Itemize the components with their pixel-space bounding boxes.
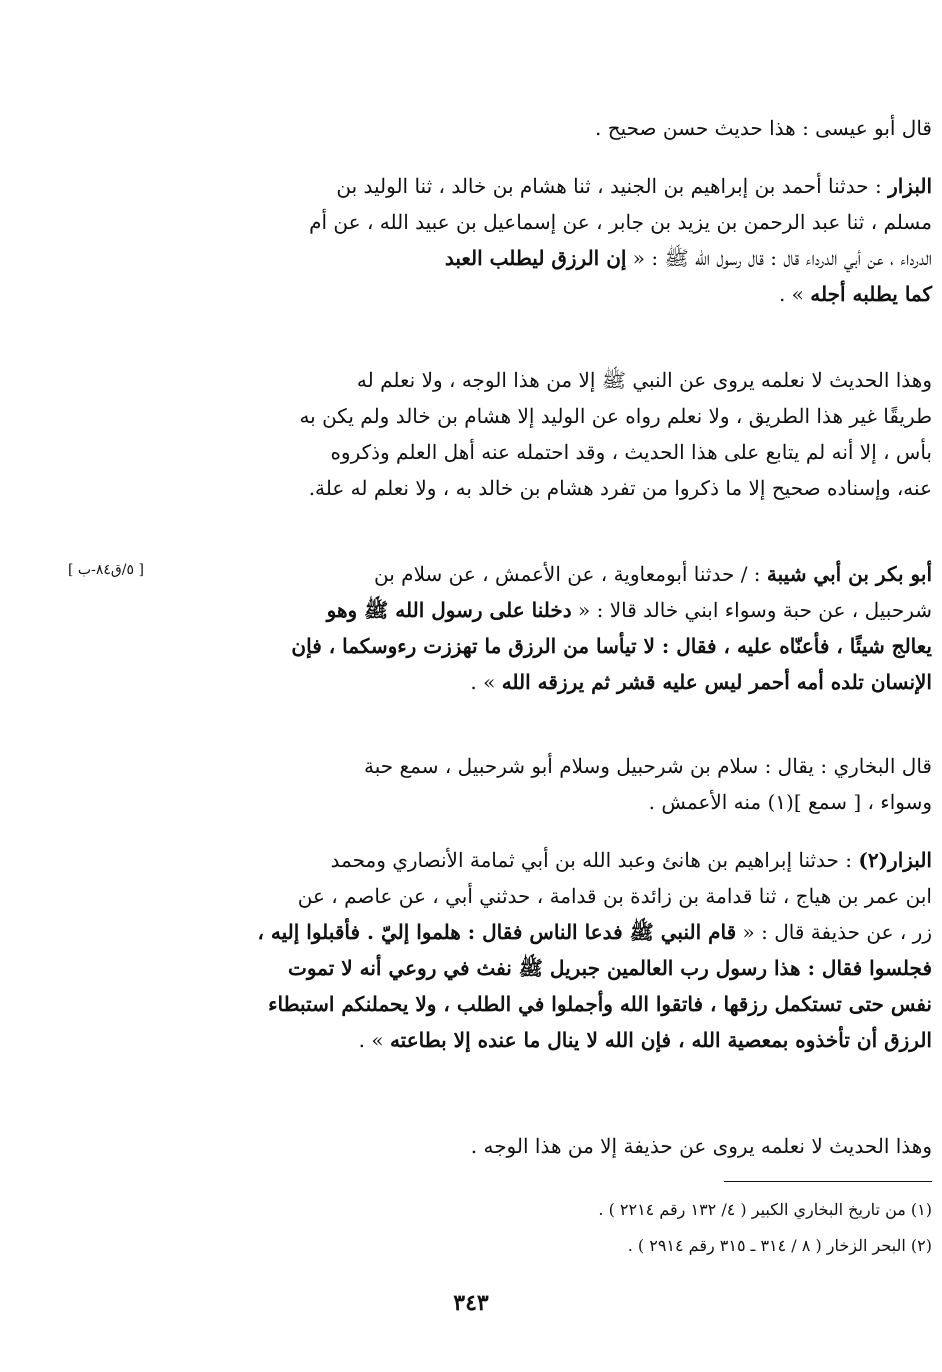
paragraph [186, 748, 932, 820]
text-segment: » . [470, 670, 502, 694]
bold-text: الإنسان تلده أمه أحمر ليس عليه قشر ثم يرزقه الله [501, 670, 932, 694]
text-line [186, 168, 932, 204]
text-line [186, 470, 932, 506]
bold-text: قام النبي ﷺ فدعا الناس فقال : هلموا إليّ . فأقبلوا إليه ، [257, 920, 737, 944]
bold-text: الرزق أن تأخذوه بمعصية الله ، فإن الله لا ينال ما عنده إلا بطاعته [389, 1028, 932, 1052]
text-segment: وهذا الحديث لا نعلمه يروى عن حذيفة إلا من هذا الوجه . [470, 1134, 932, 1158]
bold-text: البزار [888, 174, 932, 198]
text-segment: : حدثنا أحمد بن إبراهيم بن الجنيد ، ثنا هشام بن خالد ، ثنا الوليد بن [336, 174, 889, 198]
bold-text: إن الرزق ليطلب العبد [444, 246, 627, 270]
text-segment: : حدثنا إبراهيم بن هانئ وعبد الله بن أبي ثمامة الأنصاري ومحمد [330, 848, 859, 872]
paragraph [186, 1128, 932, 1164]
text-line [186, 1022, 932, 1058]
text-line [186, 592, 932, 628]
text-line [186, 664, 932, 700]
bold-text: نفس حتى تستكمل رزقها ، فاتقوا الله وأجملوا في الطلب ، ولا يحملنكم استبطاء [268, 992, 932, 1016]
bold-text: دخلنا على رسول الله ﷺ وهو [326, 598, 572, 622]
page-number: ٣٤٣ [453, 1290, 489, 1316]
bold-text: فجلسوا فقال : هذا رسول رب العالمين جبريل ﷺ نفث في روعي أنه لا تموت [288, 956, 932, 980]
text-segment: وهذا الحديث لا نعلمه يروى عن النبي ﷺ إلا من هذا الوجه ، ولا نعلم له [356, 368, 932, 392]
text-line [186, 556, 932, 592]
text-segment: » . [358, 1028, 390, 1052]
text-line [186, 204, 932, 240]
text-line [186, 878, 932, 914]
text-line [186, 914, 932, 950]
text-segment: » . [778, 282, 811, 306]
footnote-2: (٢) البحر الزخار ( ٨ / ٣١٤ ـ ٣١٥ رقم ٢٩١٤ ) . [627, 1236, 932, 1255]
footnote-separator [724, 1181, 932, 1182]
paragraph [186, 842, 932, 1058]
text-line [186, 628, 932, 664]
text-line [186, 362, 932, 398]
text-line [186, 240, 932, 276]
text-line [186, 842, 932, 878]
bold-text: يعالج شيئًا ، فأعنّاه عليه ، فقال : لا تيأسا من الرزق ما تهززت رءوسكما ، فإن [291, 634, 932, 658]
bold-text: أبو بكر بن أبي شيبة [766, 562, 932, 586]
paragraph [186, 110, 932, 146]
text-line [186, 950, 932, 986]
footnote-1: (١) من تاريخ البخاري الكبير ( ٤/ ١٣٢ رقم ٢٢١٤ ) . [598, 1200, 932, 1219]
text-segment: بأس ، إلا أنه لم يتابع على هذا الحديث ، وقد احتمله عنه أهل العلم وذكروه [330, 440, 932, 464]
text-line [186, 748, 932, 784]
text-segment: وسواء ، [ سمع ](١) منه الأعمش . [648, 790, 932, 814]
text-segment: قال البخاري : يقال : سلام بن شرحبيل وسلام أبو شرحبيل ، سمع حبة [364, 754, 932, 778]
bold-text: كما يطلبه أجله [810, 282, 932, 306]
text-segment: قال أبو عيسى : هذا حديث حسن صحيح . [594, 116, 932, 140]
text-segment: طريقًا غير هذا الطريق ، ولا نعلم رواه عن الوليد إلا هشام بن خالد ولم يكن به [299, 404, 932, 428]
text-line [186, 434, 932, 470]
text-segment: زر ، عن حذيفة قال : « [736, 920, 932, 944]
text-segment: مسلم ، ثنا عبد الرحمن بن يزيد بن جابر ، عن إسماعيل بن عبيد الله ، عن أم [309, 210, 932, 234]
text-segment: شرحبيل ، عن حبة وسواء ابني خالد قالا : « [571, 598, 932, 622]
paragraph [186, 362, 932, 506]
text-line [186, 276, 932, 312]
text-segment: ابن عمر بن هياج ، ثنا قدامة بن زائدة بن قدامة ، حدثني أبي ، عن عاصم ، عن [297, 884, 932, 908]
text-line [186, 398, 932, 434]
text-line [186, 1128, 932, 1164]
paragraph [186, 168, 932, 312]
text-line [186, 986, 932, 1022]
paragraph [186, 556, 932, 700]
text-line [186, 784, 932, 820]
text-segment: الدرداء ، عن أبي الدرداء قال : قال رسول الله ﷺ : « [626, 246, 932, 270]
text-segment: عنه، وإسناده صحيح إلا ما ذكروا من تفرد هشام بن خالد به ، ولا نعلم له علة. [308, 476, 932, 500]
margin-reference: [ ٥/ق٨٤-ب ] [68, 562, 144, 578]
text-segment: : / حدثنا أبومعاوية ، عن الأعمش ، عن سلام بن [374, 562, 767, 586]
text-line [186, 110, 932, 146]
bold-text: البزار(٢) [858, 848, 932, 872]
